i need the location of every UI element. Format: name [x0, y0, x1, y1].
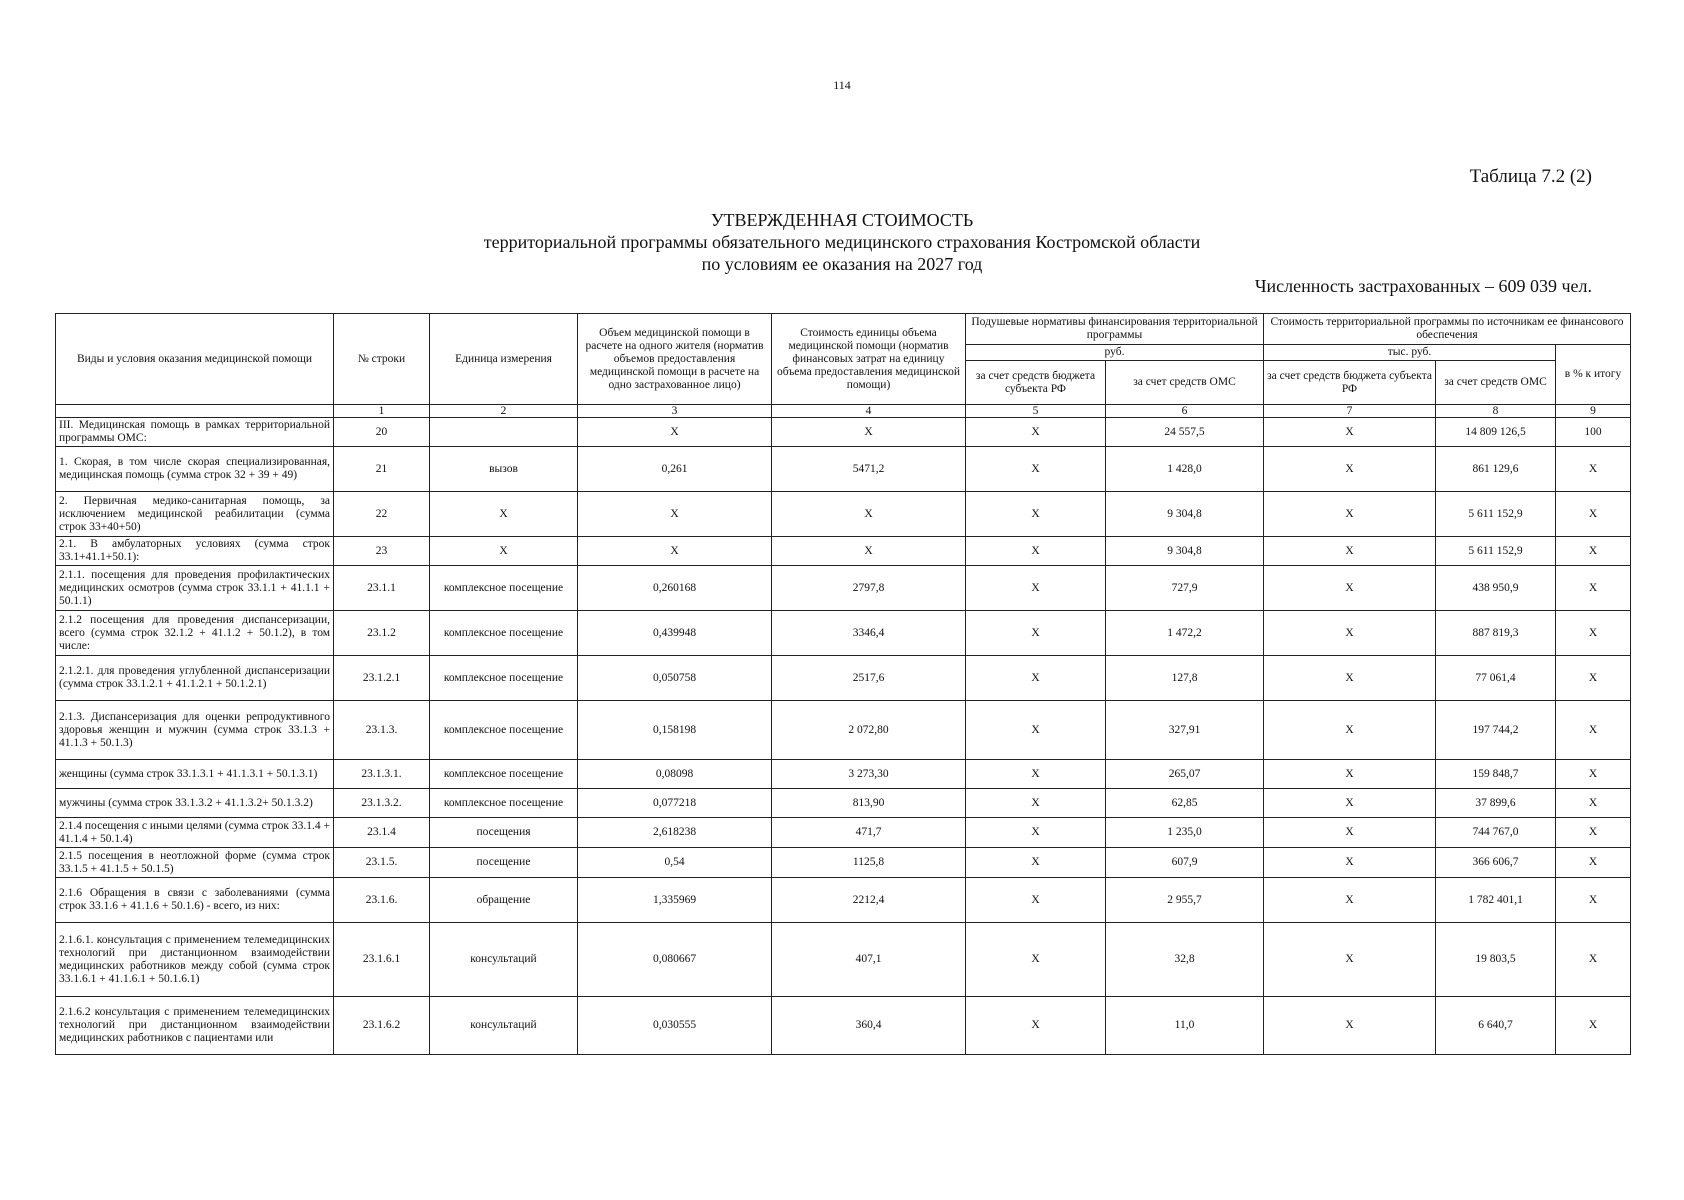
row-percent: X	[1556, 656, 1631, 701]
row-oms-2: 14 809 126,5	[1436, 418, 1556, 447]
row-name: 2.1.6.2 консультация с применением телемедицинских технологий при дистанционном взаимодействии медицинских работников с пациентами или	[56, 997, 334, 1055]
row-oms: 265,07	[1106, 760, 1264, 789]
row-unit-cost: 2517,6	[772, 656, 966, 701]
header-per-capita: Подушевые нормативы финансирования территориальной программы	[966, 314, 1264, 345]
row-unit-cost: 2 072,80	[772, 701, 966, 760]
row-oms: 127,8	[1106, 656, 1264, 701]
header-program-cost: Стоимость территориальной программы по источникам ее финансового обеспечения	[1264, 314, 1631, 345]
row-budget-2: X	[1264, 701, 1436, 760]
row-name: 2.1.2.1. для проведения углубленной диспансеризации (сумма строк 33.1.2.1 + 41.1.2.1 + 50.1.2.1)	[56, 656, 334, 701]
row-budget: X	[966, 701, 1106, 760]
row-number: 22	[334, 492, 430, 537]
row-oms-2: 197 744,2	[1436, 701, 1556, 760]
row-volume: 0,030555	[578, 997, 772, 1055]
row-percent: X	[1556, 611, 1631, 656]
table-row	[56, 760, 1631, 789]
row-percent: X	[1556, 492, 1631, 537]
title-line-3: по условиям ее оказания на 2027 год	[701, 254, 983, 274]
row-number: 23.1.2	[334, 611, 430, 656]
header-row-no: № строки	[334, 314, 430, 405]
table-row	[56, 537, 1631, 566]
row-unit-cost: 813,90	[772, 789, 966, 818]
row-oms-2: 1 782 401,1	[1436, 878, 1556, 923]
row-budget-2: X	[1264, 611, 1436, 656]
row-unit: X	[430, 537, 578, 566]
row-oms-2: 5 611 152,9	[1436, 492, 1556, 537]
row-oms: 32,8	[1106, 923, 1264, 997]
table-label: Таблица 7.2 (2)	[1469, 166, 1592, 187]
row-oms-2: 861 129,6	[1436, 447, 1556, 492]
row-budget: X	[966, 492, 1106, 537]
row-unit: комплексное посещение	[430, 656, 578, 701]
row-oms-2: 366 606,7	[1436, 848, 1556, 878]
row-budget-2: X	[1264, 447, 1436, 492]
row-percent: X	[1556, 848, 1631, 878]
row-budget: X	[966, 878, 1106, 923]
row-number: 23	[334, 537, 430, 566]
row-oms: 62,85	[1106, 789, 1264, 818]
row-oms-2: 77 061,4	[1436, 656, 1556, 701]
row-name: 2.1.5 посещения в неотложной форме (сумма строк 33.1.5 + 41.1.5 + 50.1.5)	[56, 848, 334, 878]
row-unit: комплексное посещение	[430, 760, 578, 789]
row-percent: X	[1556, 537, 1631, 566]
row-oms-2: 159 848,7	[1436, 760, 1556, 789]
row-oms: 9 304,8	[1106, 537, 1264, 566]
row-unit-cost: X	[772, 492, 966, 537]
row-budget: X	[966, 418, 1106, 447]
row-oms-2: 19 803,5	[1436, 923, 1556, 997]
row-volume: X	[578, 492, 772, 537]
row-name: 2.1.2 посещения для проведения диспансеризации, всего (сумма строк 32.1.2 + 41.1.2 + 50.1.2), в том числе:	[56, 611, 334, 656]
header-per-capita-unit: руб.	[966, 345, 1264, 361]
header-percent: в % к итогу	[1556, 345, 1631, 405]
column-number	[56, 405, 334, 418]
row-budget: X	[966, 997, 1106, 1055]
row-volume: 0,260168	[578, 566, 772, 611]
row-unit-cost: 407,1	[772, 923, 966, 997]
document-title	[0, 209, 1684, 275]
row-name: 2.1.4 посещения с иными целями (сумма строк 33.1.4 + 41.1.4 + 50.1.4)	[56, 818, 334, 848]
table-header	[56, 314, 1631, 418]
row-budget-2: X	[1264, 789, 1436, 818]
row-unit: комплексное посещение	[430, 611, 578, 656]
row-unit-cost: 471,7	[772, 818, 966, 848]
row-number: 23.1.3.	[334, 701, 430, 760]
table-row	[56, 818, 1631, 848]
row-volume: 1,335969	[578, 878, 772, 923]
column-number: 4	[772, 405, 966, 418]
column-number: 3	[578, 405, 772, 418]
row-number: 23.1.2.1	[334, 656, 430, 701]
row-unit: комплексное посещение	[430, 789, 578, 818]
column-number: 2	[430, 405, 578, 418]
row-unit: посещения	[430, 818, 578, 848]
table-row	[56, 492, 1631, 537]
row-percent: 100	[1556, 418, 1631, 447]
row-number: 23.1.6.	[334, 878, 430, 923]
row-budget: X	[966, 923, 1106, 997]
row-unit-cost: 1125,8	[772, 848, 966, 878]
row-oms-2: 5 611 152,9	[1436, 537, 1556, 566]
row-oms: 727,9	[1106, 566, 1264, 611]
row-budget: X	[966, 566, 1106, 611]
row-unit-cost: 3 273,30	[772, 760, 966, 789]
row-oms: 1 472,2	[1106, 611, 1264, 656]
table-row	[56, 848, 1631, 878]
row-oms-2: 438 950,9	[1436, 566, 1556, 611]
row-number: 23.1.6.2	[334, 997, 430, 1055]
column-number: 7	[1264, 405, 1436, 418]
header-program-cost-unit: тыс. руб.	[1264, 345, 1556, 361]
row-budget: X	[966, 818, 1106, 848]
row-oms: 2 955,7	[1106, 878, 1264, 923]
row-name: 2.1.6 Обращения в связи с заболеваниями (сумма строк 33.1.6 + 41.1.6 + 50.1.6) - всего, из них:	[56, 878, 334, 923]
row-budget: X	[966, 656, 1106, 701]
row-volume: 2,618238	[578, 818, 772, 848]
title-line-2: территориальной программы обязательного медицинского страхования Костромской области	[483, 232, 1201, 252]
column-number: 9	[1556, 405, 1631, 418]
header-oms-2: за счет средств ОМС	[1436, 361, 1556, 405]
row-number: 23.1.3.2.	[334, 789, 430, 818]
row-volume: 0,080667	[578, 923, 772, 997]
header-oms: за счет средств ОМС	[1106, 361, 1264, 405]
row-name: мужчины (сумма строк 33.1.3.2 + 41.1.3.2+ 50.1.3.2)	[56, 789, 334, 818]
row-unit: комплексное посещение	[430, 701, 578, 760]
table-row	[56, 997, 1631, 1055]
table-row	[56, 789, 1631, 818]
row-name: женщины (сумма строк 33.1.3.1 + 41.1.3.1 + 50.1.3.1)	[56, 760, 334, 789]
row-name: 2.1.6.1. консультация с применением телемедицинских технологий при дистанционном взаимодействии медицинских работников между собой (сумма строк 33.1.6.1 + 41.1.6.1 + 50.1.6.1)	[56, 923, 334, 997]
row-percent: X	[1556, 878, 1631, 923]
row-percent: X	[1556, 997, 1631, 1055]
header-budget: за счет средств бюджета субъекта РФ	[966, 361, 1106, 405]
row-percent: X	[1556, 789, 1631, 818]
row-volume: 0,261	[578, 447, 772, 492]
row-volume: X	[578, 418, 772, 447]
row-budget-2: X	[1264, 923, 1436, 997]
table-row	[56, 701, 1631, 760]
insured-count: Численность застрахованных – 609 039 чел.	[1254, 276, 1592, 296]
row-percent: X	[1556, 447, 1631, 492]
row-oms: 11,0	[1106, 997, 1264, 1055]
row-percent: X	[1556, 566, 1631, 611]
row-budget-2: X	[1264, 656, 1436, 701]
row-unit-cost: 3346,4	[772, 611, 966, 656]
row-budget-2: X	[1264, 566, 1436, 611]
cost-table	[55, 313, 1631, 1055]
row-number: 23.1.5.	[334, 848, 430, 878]
table-row	[56, 566, 1631, 611]
row-budget-2: X	[1264, 492, 1436, 537]
row-name: 2.1.1. посещения для проведения профилактических медицинских осмотров (сумма строк 33.1.1 + 41.1.1 + 50.1.1)	[56, 566, 334, 611]
row-percent: X	[1556, 760, 1631, 789]
row-percent: X	[1556, 818, 1631, 848]
header-unit-cost: Стоимость единицы объема медицинской помощи (норматив финансовых затрат на единицу объема предоставления медицинской помощи)	[772, 314, 966, 405]
column-number: 5	[966, 405, 1106, 418]
row-oms-2: 887 819,3	[1436, 611, 1556, 656]
column-number: 1	[334, 405, 430, 418]
header-types: Виды и условия оказания медицинской помощи	[56, 314, 334, 405]
row-oms: 607,9	[1106, 848, 1264, 878]
row-number: 20	[334, 418, 430, 447]
row-budget: X	[966, 789, 1106, 818]
row-name: 2.1. В амбулаторных условиях (сумма строк 33.1+41.1+50.1):	[56, 537, 334, 566]
row-unit	[430, 418, 578, 447]
row-budget: X	[966, 848, 1106, 878]
row-number: 23.1.6.1	[334, 923, 430, 997]
row-unit-cost: X	[772, 418, 966, 447]
row-name: 2. Первичная медико-санитарная помощь, за исключением медицинской реабилитации (сумма строк 33+40+50)	[56, 492, 334, 537]
row-percent: X	[1556, 701, 1631, 760]
row-unit: вызов	[430, 447, 578, 492]
row-volume: 0,439948	[578, 611, 772, 656]
row-name: 1. Скорая, в том числе скорая специализированная, медицинская помощь (сумма строк 32 + 39 + 49)	[56, 447, 334, 492]
table-row	[56, 878, 1631, 923]
row-oms: 327,91	[1106, 701, 1264, 760]
row-budget-2: X	[1264, 537, 1436, 566]
row-volume: 0,08098	[578, 760, 772, 789]
row-oms: 1 235,0	[1106, 818, 1264, 848]
header-unit: Единица измерения	[430, 314, 578, 405]
row-volume: 0,077218	[578, 789, 772, 818]
table-row	[56, 418, 1631, 447]
row-unit-cost: X	[772, 537, 966, 566]
header-volume: Объем медицинской помощи в расчете на одного жителя (норматив объемов предоставления медицинской помощи в расчете на одно застрахованное лицо)	[578, 314, 772, 405]
row-unit: посещение	[430, 848, 578, 878]
row-budget-2: X	[1264, 997, 1436, 1055]
table-row	[56, 447, 1631, 492]
row-budget-2: X	[1264, 818, 1436, 848]
row-volume: X	[578, 537, 772, 566]
row-budget: X	[966, 537, 1106, 566]
row-oms: 24 557,5	[1106, 418, 1264, 447]
row-unit-cost: 2212,4	[772, 878, 966, 923]
row-budget-2: X	[1264, 878, 1436, 923]
row-unit: консультаций	[430, 997, 578, 1055]
column-number: 6	[1106, 405, 1264, 418]
row-name: 2.1.3. Диспансеризация для оценки репродуктивного здоровья женщин и мужчин (сумма строк 33.1.3 + 41.1.3 + 50.1.3)	[56, 701, 334, 760]
row-number: 23.1.1	[334, 566, 430, 611]
table-row	[56, 656, 1631, 701]
row-number: 21	[334, 447, 430, 492]
row-budget-2: X	[1264, 418, 1436, 447]
row-oms: 1 428,0	[1106, 447, 1264, 492]
row-unit: комплексное посещение	[430, 566, 578, 611]
row-volume: 0,158198	[578, 701, 772, 760]
page-number: 114	[833, 78, 851, 92]
row-unit: X	[430, 492, 578, 537]
table-row	[56, 611, 1631, 656]
row-number: 23.1.4	[334, 818, 430, 848]
column-number: 8	[1436, 405, 1556, 418]
row-oms-2: 37 899,6	[1436, 789, 1556, 818]
table-body	[56, 418, 1631, 1055]
row-volume: 0,54	[578, 848, 772, 878]
row-unit-cost: 360,4	[772, 997, 966, 1055]
row-budget: X	[966, 611, 1106, 656]
row-budget: X	[966, 760, 1106, 789]
row-number: 23.1.3.1.	[334, 760, 430, 789]
row-oms: 9 304,8	[1106, 492, 1264, 537]
row-unit-cost: 5471,2	[772, 447, 966, 492]
row-unit-cost: 2797,8	[772, 566, 966, 611]
table-row	[56, 923, 1631, 997]
column-numbers-row	[56, 405, 1631, 418]
row-volume: 0,050758	[578, 656, 772, 701]
header-budget-2: за счет средств бюджета субъекта РФ	[1264, 361, 1436, 405]
row-oms-2: 744 767,0	[1436, 818, 1556, 848]
row-unit: консультаций	[430, 923, 578, 997]
row-percent: X	[1556, 923, 1631, 997]
row-budget-2: X	[1264, 760, 1436, 789]
title-line-1: УТВЕРЖДЕННАЯ СТОИМОСТЬ	[710, 210, 974, 230]
row-budget: X	[966, 447, 1106, 492]
row-unit: обращение	[430, 878, 578, 923]
row-oms-2: 6 640,7	[1436, 997, 1556, 1055]
row-name: III. Медицинская помощь в рамках территориальной программы ОМС:	[56, 418, 334, 447]
row-budget-2: X	[1264, 848, 1436, 878]
